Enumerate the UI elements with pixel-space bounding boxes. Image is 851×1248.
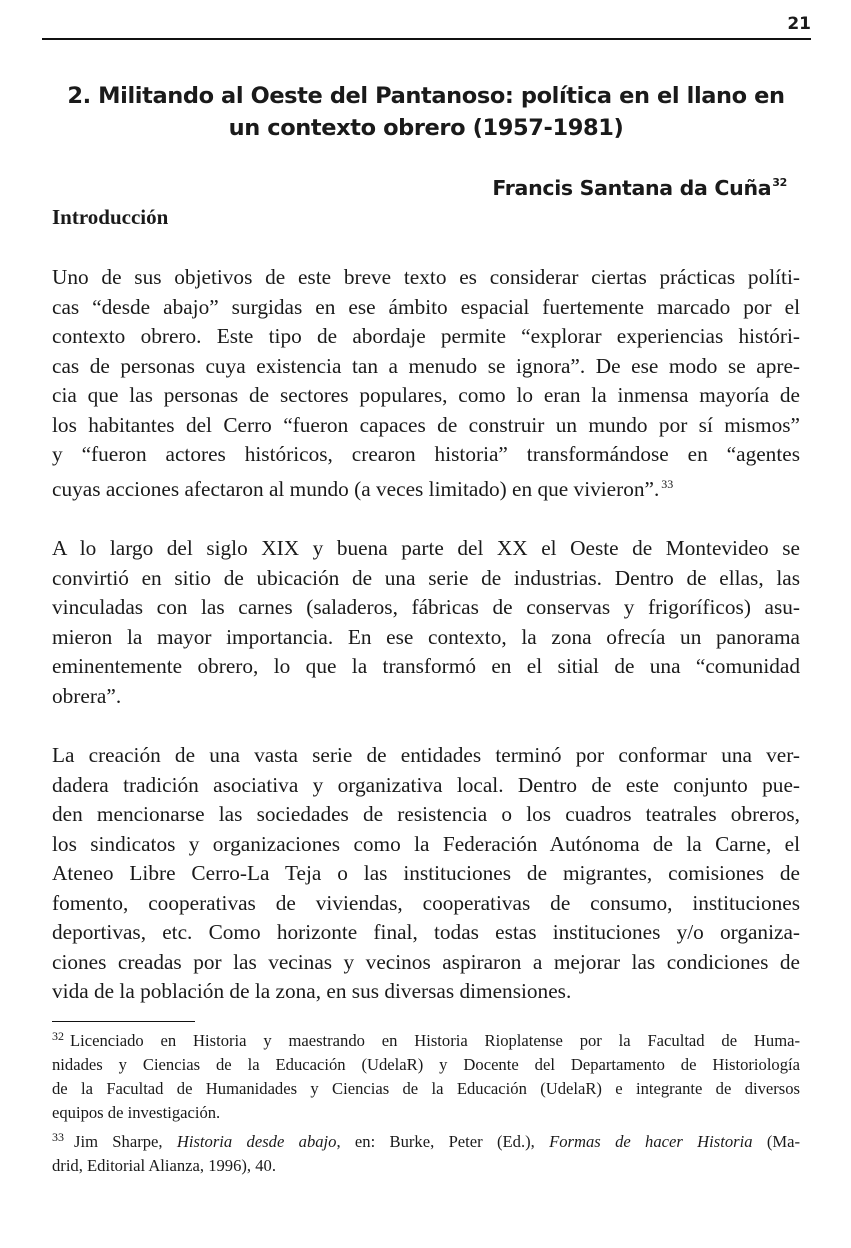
- footnote-number: 32: [52, 1029, 64, 1043]
- footnote-text: Licenciado en Historia y maestrando en Historia Rioplatense por la Facultad de Huma-: [70, 1031, 800, 1050]
- footnote-ref-32[interactable]: 32: [772, 176, 787, 189]
- footnote-33: [52, 1125, 800, 1178]
- footnote-book-title: Formas de hacer Historia: [549, 1132, 753, 1151]
- paragraph-line: y “fueron actores históricos, crearon historia” transformándose en “agentes: [52, 442, 800, 466]
- paragraph-line-last: obrera”.: [52, 683, 122, 708]
- footnote-line: drid, Editorial Alianza, 1996), 40.: [52, 1156, 276, 1175]
- paragraph-line-last: vida de la población de la zona, en sus diversas dimensiones.: [52, 979, 572, 1003]
- footnote-line: nidades y Ciencias de la Educación (UdelaR) y Docente del Departamento de Historiología: [52, 1055, 800, 1074]
- footnote-line: [52, 1024, 800, 1053]
- footnote-ref-33[interactable]: 33: [661, 476, 674, 491]
- paragraph-1: [52, 263, 800, 504]
- paragraph-line: eminentemente obrero, lo que la transformó en el sitial de una “comunidad: [52, 654, 800, 678]
- paragraph-line: deportivas, etc. Como horizonte final, todas estas instituciones y/o organiza-: [52, 920, 800, 944]
- footnote-32: [52, 1024, 800, 1125]
- footnote-separator: [52, 1021, 195, 1022]
- paragraph-line: A lo largo del siglo XIX y buena parte del XX el Oeste de Montevideo se: [52, 536, 800, 560]
- chapter-title-line-1: 2. Militando al Oeste del Pantanoso: política en el llano en: [67, 83, 785, 109]
- paragraph-line: cas de personas cuya existencia tan a menudo se ignora”. De ese modo se apre-: [52, 353, 800, 378]
- footnote-line: equipos de investigación.: [52, 1103, 221, 1122]
- paragraph-line: Ateneo Libre Cerro-La Teja o las instituciones de migrantes, comisiones de: [52, 861, 800, 885]
- chapter-title: [52, 80, 800, 144]
- paragraph-2: [52, 534, 800, 711]
- paragraph-line: fomento, cooperativas de viviendas, cooperativas de consumo, instituciones: [52, 890, 800, 915]
- paragraph-line-text: cuyas acciones afectaron al mundo (a veces limitado) en que vivieron”.: [52, 476, 660, 501]
- paragraph-line: los habitantes del Cerro “fueron capaces de construir un mundo por sí mismos”: [52, 412, 800, 437]
- paragraph-line-last: [52, 470, 800, 505]
- footnote-author: Jim Sharpe,: [74, 1132, 177, 1151]
- paragraph-line: Uno de sus objetivos de este breve texto es considerar ciertas prácticas políti-: [52, 265, 800, 289]
- paragraph-line: convirtió en sitio de ubicación de una serie de industrias. Dentro de ellas, las: [52, 565, 800, 590]
- footnote-article-title: Historia desde abajo: [176, 1132, 337, 1151]
- paragraph-line: ciones creadas por las vecinas y vecinos aspiraron a mejorar las condiciones de: [52, 949, 800, 974]
- paragraph-line: los sindicatos y organizaciones como la Federación Autónoma de la Carne, el: [52, 831, 800, 856]
- paragraph-line: vinculadas con las carnes (saladeros, fábricas de conservas y frigoríficos) asu-: [52, 595, 800, 619]
- header-rule: [42, 38, 811, 40]
- paragraph-line: mieron la mayor importancia. En ese contexto, la zona ofrecía un panorama: [52, 624, 800, 649]
- paragraph-line: contexto obrero. Este tipo de abordaje permite “explorar experiencias históri-: [52, 324, 800, 348]
- paragraph-line: cia que las personas de sectores populares, como lo eran la inmensa mayoría de: [52, 383, 800, 407]
- page-number: 21: [787, 14, 811, 34]
- footnote-source: , en: Burke, Peter (Ed.),: [336, 1132, 550, 1151]
- footnote-line: de la Facultad de Humanidades y Ciencias de la Educación (UdelaR) e integrante de diversos: [52, 1079, 800, 1098]
- chapter-title-line-2: un contexto obrero (1957-1981): [228, 115, 624, 141]
- paragraph-line: La creación de una vasta serie de entidades terminó por conformar una ver-: [52, 743, 800, 767]
- author-name-text: Francis Santana da Cuña: [492, 176, 772, 200]
- section-heading: Introducción: [52, 205, 169, 229]
- paragraph-line: cas “desde abajo” surgidas en ese ámbito espacial fuertemente marcado por el: [52, 294, 800, 319]
- footnote-tail: (Ma-: [752, 1132, 801, 1151]
- footnotes: [52, 1024, 800, 1178]
- footnote-line: [52, 1125, 800, 1154]
- paragraph-line: den mencionarse las sociedades de resistencia o los cuadros teatrales obreros,: [52, 802, 800, 826]
- author-name: [492, 176, 787, 200]
- paragraph-line: dadera tradición asociativa y organizativa local. Dentro de este conjunto pue-: [52, 772, 800, 797]
- footnote-number: 33: [52, 1130, 64, 1144]
- paragraph-3: [52, 741, 800, 1007]
